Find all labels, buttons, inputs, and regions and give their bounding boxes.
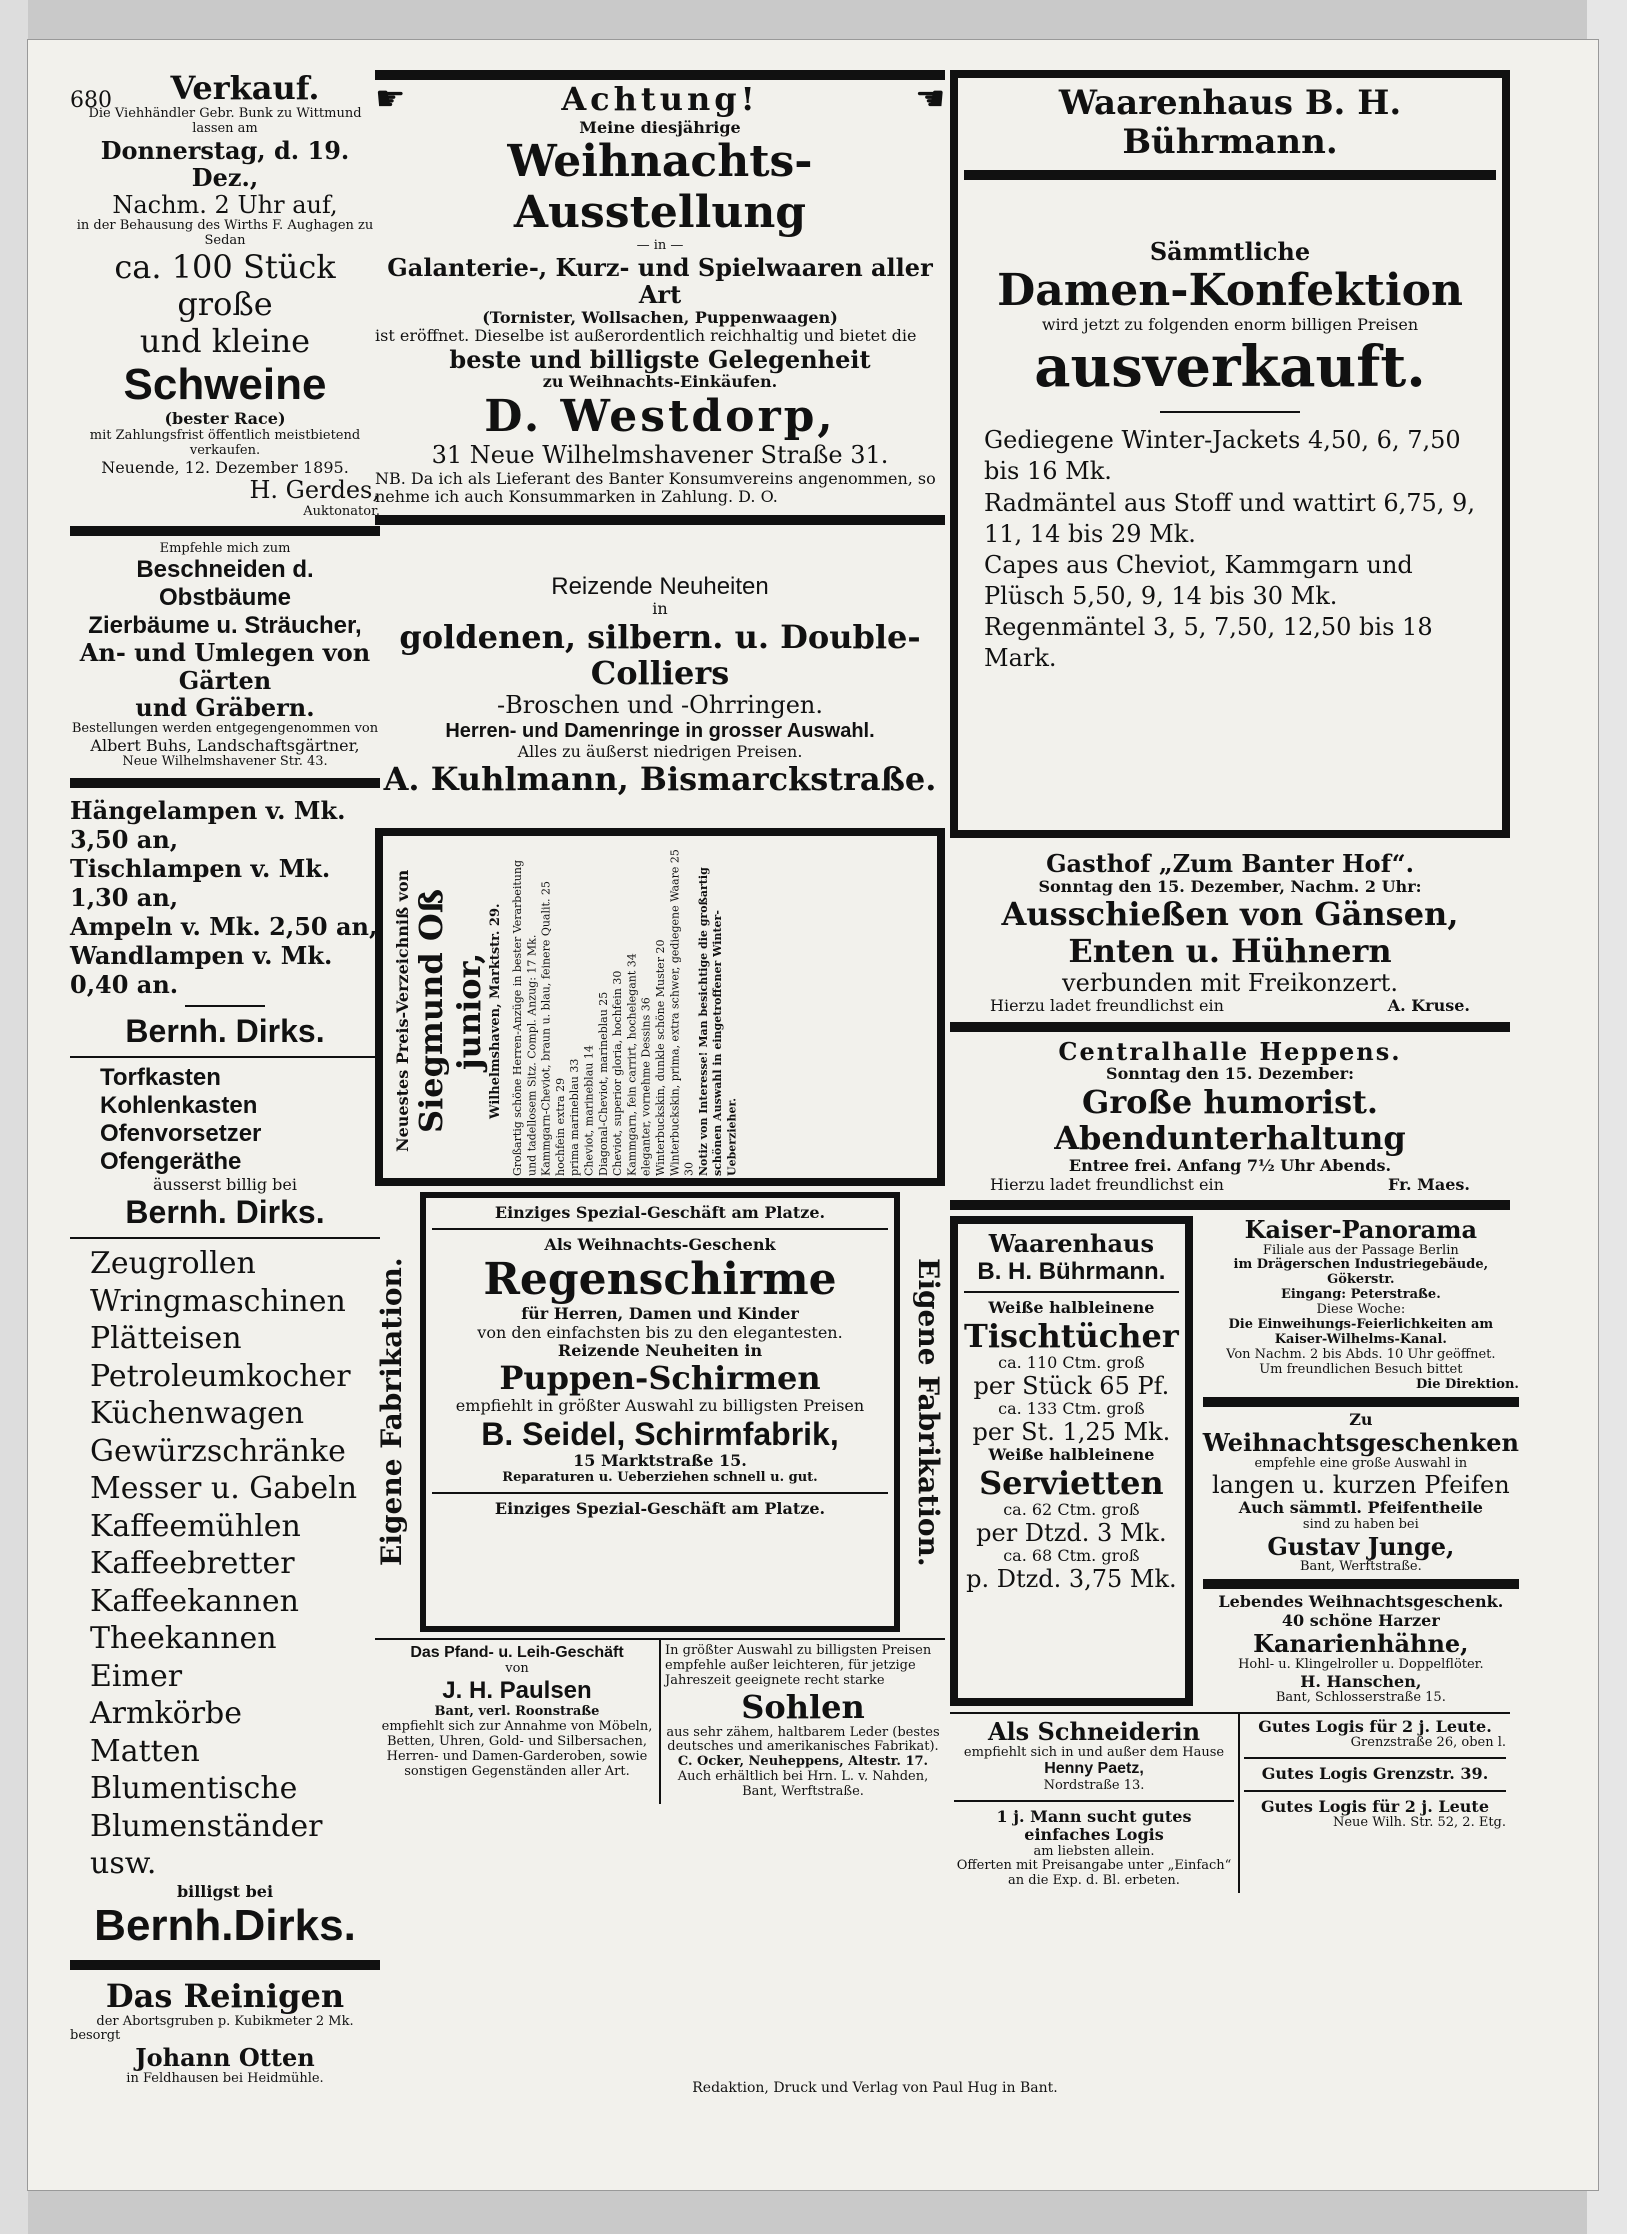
divider <box>432 1492 888 1494</box>
ad-text: im Drägerschen Industriegebäude, Gökerstr. <box>1233 1257 1489 1288</box>
list-item: Plätteisen <box>90 1321 242 1357</box>
ad-text: Bestellungen werden entgegengenommen von <box>71 721 379 736</box>
list-item: Torfkasten <box>100 1064 221 1092</box>
list-item: Zeugrollen <box>90 1246 256 1282</box>
column-1 <box>70 70 380 2087</box>
list-item: Messer u. Gabeln <box>90 1471 358 1507</box>
ad-headline: Reizende Neuheiten <box>551 572 769 600</box>
ad-text: der Abortsgruben p. Kubikmeter 2 Mk. <box>96 2013 354 2029</box>
divider <box>1203 1579 1519 1589</box>
ad-text: sind zu haben bei <box>1302 1516 1419 1532</box>
list-item: Petroleumkocher <box>90 1358 351 1394</box>
ad-headline: Ausschießen von Gänsen, Enten u. Hühnern <box>1001 894 1459 970</box>
table-row: Winterbuckskin, dunkle schöne Muster 20 <box>653 939 667 1176</box>
ad-text: goldenen, silbern. u. Double-Colliers <box>399 617 921 693</box>
ad-centralhalle <box>950 1038 1510 1194</box>
divider <box>432 1228 888 1230</box>
pointing-hand-icon: ☛ <box>375 79 406 119</box>
ad-headline: Damen-Konfektion <box>997 264 1463 316</box>
ad-text: Einziges Spezial-Geschäft am Platze. <box>494 1202 826 1222</box>
ad-headline: 1 j. Mann sucht gutes einfaches Logis <box>996 1806 1192 1845</box>
ad-name: H. Gerdes, <box>249 475 380 504</box>
table-row: eleganter, vornehme Dessins 36 <box>639 997 653 1176</box>
list-item: Ofengeräthe <box>100 1148 242 1176</box>
ad-date: Donnerstag, d. 19. Dez., <box>100 135 350 193</box>
ad-waren <box>70 1245 380 1883</box>
pricelist-rows <box>511 846 740 1176</box>
ad-text: Sonntag den 15. Dezember, Nachm. 2 Uhr: <box>1038 876 1422 896</box>
ad-text: Zierbäume u. Sträucher, <box>88 611 362 639</box>
ad-headline: langen u. kurzen Pfeifen <box>1212 1470 1510 1499</box>
ad-headline: Tischtücher <box>964 1316 1179 1355</box>
ad-headline: Puppen-Schirmen <box>499 1359 821 1398</box>
ad-name: Gustav Junge, <box>1267 1531 1455 1561</box>
ad-title: Neuestes Preis-Verzeichniß von <box>393 869 412 1153</box>
list-item: Matten <box>90 1733 200 1769</box>
ad-text: verbunden mit Freikonzert. <box>1062 968 1398 997</box>
ad-verkauf-body <box>70 107 380 520</box>
ad-headline: Große humorist. Abendunterhaltung <box>1054 1082 1406 1158</box>
ad-text: Offerten mit Preisangabe unter „Einfach“ an die Exp. d. Bl. erbeten. <box>956 1858 1232 1889</box>
ad-oss-pricelist <box>375 828 945 1186</box>
ad-headline: Kanarienhähne, <box>1253 1629 1469 1659</box>
list-item: Regenmäntel 3, 5, 7,50, 12,50 bis 18 Mark. <box>984 613 1433 673</box>
list-item: Radmäntel aus Stoff und wattirt 6,75, 9, 11, 14 bis 29 Mk. <box>984 488 1475 548</box>
list-item: Gewürzschränke <box>90 1433 346 1469</box>
ad-headline: Gutes Logis für 2 j. Leute. <box>1258 1716 1492 1736</box>
ad-text: Reizende Neuheiten in <box>557 1341 763 1361</box>
divider <box>1160 411 1300 413</box>
ad-reinigen <box>70 1978 380 2087</box>
ad-title: Waarenhaus B. H. Bührmann. <box>1058 83 1402 163</box>
divider <box>954 1800 1234 1802</box>
ad-text: zu Weihnachts-Einkäufen. <box>542 372 778 392</box>
list-item: Gediegene Winter-Jackets 4,50, 6, 7,50 bis 16 Mk. <box>984 426 1461 486</box>
column-2 <box>375 70 945 1804</box>
ad-headline: Gutes Logis für 2 j. Leute <box>1261 1796 1489 1816</box>
ad-text: ca. 68 Ctm. groß <box>1003 1546 1140 1566</box>
ad-text: Weiße halbleinene <box>988 1298 1155 1318</box>
ad-text: NB. Da ich als Lieferant des Banter Konsumvereins angenommen, so nehme ich auch Konsummarken in Zahlung. D. O. <box>375 468 936 507</box>
ad-name: Bernh. Dirks. <box>125 1013 325 1050</box>
ad-name: Bernh.Dirks. <box>94 1901 356 1951</box>
ad-headline: Das Reinigen <box>105 1976 345 2015</box>
ad-text: empfiehlt sich zur Annahme von Möbeln, Betten, Uhren, Gold- und Silbersachen, Herren- und Damen-Garderoben, sowie sonstigen Gegenständen aller Art. <box>381 1718 653 1779</box>
ad-price: per St. 1,25 Mk. <box>972 1417 1171 1446</box>
ad-text: 40 schöne Harzer <box>1281 1610 1440 1630</box>
ad-name: Siegmund Oß junior, <box>412 888 488 1133</box>
ad-achtung <box>375 80 945 507</box>
ad-text: Meine diesjährige <box>579 118 741 138</box>
footer-imprint: Redaktion, Druck und Verlag von Paul Hug in Bant. <box>692 2080 1058 2096</box>
ad-text: Auktonator. <box>303 503 380 519</box>
ad-text: Die Viehhändler Gebr. Bunk zu Wittmund lassen am <box>88 105 362 136</box>
ad-text: Herren- und Damenringe in grosser Auswahl. <box>445 719 875 742</box>
ad-address: Bant, Werftstraße. <box>1299 1559 1422 1575</box>
list-item: Kaffeekannen <box>90 1583 299 1619</box>
ad-text: Weiße halbleinene <box>988 1445 1155 1465</box>
page-number: 680 <box>70 88 112 113</box>
ad-text: Die Einweihungs-Feierlichkeiten am Kaiser-Wilhelms-Kanal. <box>1228 1317 1494 1348</box>
ad-text: (bester Race) <box>164 409 286 429</box>
ad-headline: Gutes Logis Grenzstr. 39. <box>1261 1764 1489 1784</box>
ad-address: 31 Neue Wilhelmshavener Straße 31. <box>431 441 889 470</box>
ad-buehrmann <box>950 70 1510 838</box>
scan-edge-left <box>0 0 28 2234</box>
ad-headline: Weihnachts-Ausstellung <box>507 136 813 239</box>
ad-title: Achtung! <box>561 80 759 119</box>
ad-name: H. Hanschen, <box>1300 1671 1422 1691</box>
ad-address: Grenzstraße 26, oben l. <box>1350 1735 1506 1751</box>
ad-text: ist eröffnet. Dieselbe ist außerordentlich reichhaltig und bietet die <box>375 326 917 346</box>
ad-text: ca. 62 Ctm. groß <box>1003 1500 1140 1520</box>
bottom-ads-row <box>375 1638 945 1804</box>
ad-text: Notiz von Interesse! Man besichtige die großartig schönen Auswahl in eingetroffener Winter-Ueberzieher. <box>696 867 739 1176</box>
ad-text: Alles zu äußerst niedrigen Preisen. <box>517 741 803 761</box>
divider <box>950 1022 1510 1032</box>
ad-headline: ausverkauft. <box>1034 333 1426 400</box>
ad-kaiser-panorama <box>1203 1216 1519 1393</box>
ad-text: billigst bei <box>176 1881 274 1901</box>
ad-headline: Beschneiden d. Obstbäume <box>136 556 314 612</box>
table-row: Kammgarn-Cheviot, braun u. blau, feinere Qualit. 25 <box>539 880 553 1176</box>
ad-text: Um freundlichen Besuch bittet <box>1259 1362 1463 1378</box>
ad-title: Gasthof „Zum Banter Hof“. <box>1046 849 1414 878</box>
ad-text: Empfehle mich zum <box>159 540 291 556</box>
ad-place: Neuende, 12. Dezember 1895. <box>101 457 349 477</box>
ad-address: 15 Marktstraße 15. <box>573 1451 747 1471</box>
ad-verkauf <box>110 70 380 107</box>
ad-address: Nordstraße 13. <box>1043 1777 1145 1793</box>
ad-text: mit Zahlungsfrist öffentlich meistbietend verkaufen. <box>89 427 361 458</box>
list-item: Ofenvorsetzer <box>100 1120 262 1148</box>
side-label: Eigene Fabrikation. <box>912 1257 945 1567</box>
ad-address: Wilhelmshaven, Marktstr. 29. <box>488 903 503 1119</box>
ad-logis-stack <box>1240 1714 1510 1893</box>
ad-headline: Servietten <box>979 1463 1164 1502</box>
ad-text: — in — <box>636 237 684 253</box>
ad-headline: Regenschirme <box>483 1253 837 1305</box>
ad-text: wird jetzt zu folgenden enorm billigen Preisen <box>1041 315 1419 335</box>
ad-name: Henny Paetz, <box>1044 1760 1144 1778</box>
price-list <box>964 425 1496 675</box>
ad-paulsen <box>375 1640 661 1804</box>
ad-text: Entree frei. Anfang 7½ Uhr Abends. <box>1068 1156 1392 1176</box>
bottom-row-3 <box>950 1712 1510 1893</box>
ad-text: äusserst billig bei <box>153 1175 297 1195</box>
divider <box>70 1960 380 1970</box>
ad-headline: Weihnachtsgeschenken <box>1202 1428 1519 1458</box>
ad-price: per Stück 65 Pf. <box>973 1371 1170 1400</box>
right-stack <box>1203 1216 1519 1706</box>
ad-text: empfiehlt sich in und außer dem Hause <box>963 1744 1225 1760</box>
ad-text: Waarenhaus <box>988 1228 1155 1258</box>
ad-text: Hohl- u. Klingelroller u. Doppelflöter. <box>1238 1656 1484 1672</box>
ad-address: Bant, verl. Roonstraße <box>434 1703 600 1719</box>
table-row: hochfein extra 29 <box>553 1077 567 1176</box>
ad-title: Kaiser-Panorama <box>1244 1214 1478 1244</box>
ad-text: Auch erhältlich bei Hrn. L. v. Nahden, Bant, Werftstraße. <box>677 1769 929 1800</box>
ad-text: In größter Auswahl zu billigsten Preisen empfehle außer leichteren, für jetzige Jahreszeit geeignete recht starke <box>665 1642 932 1688</box>
ad-text: Lebendes Weihnachtsgeschenk. <box>1218 1592 1504 1612</box>
ad-count: ca. 100 Stück große <box>114 248 336 324</box>
ad-title: Centralhalle Heppens. <box>1058 1036 1402 1066</box>
side-label: Eigene Fabrikation. <box>375 1257 408 1567</box>
ad-text: Filiale aus der Passage Berlin <box>1262 1242 1459 1258</box>
ad-text: aus sehr zähem, haltbarem Leder (bestes deutsches und amerikanisches Fabrikat). <box>666 1724 940 1755</box>
ad-kuhlmann <box>375 533 945 828</box>
column-3 <box>950 70 1519 1893</box>
ad-text: besorgt <box>70 2028 121 2044</box>
list-item: Küchenwagen <box>90 1396 305 1432</box>
ad-text: ca. 133 Ctm. groß <box>998 1399 1145 1419</box>
ad-tischtuecher <box>950 1216 1193 1706</box>
list-item: Kaffeebretter <box>90 1546 295 1582</box>
ad-schneiderin <box>950 1714 1240 1893</box>
ad-text: von <box>505 1661 529 1677</box>
ad-name: B. H. Bührmann. <box>977 1257 1166 1285</box>
ad-junge <box>1203 1411 1519 1575</box>
divider <box>375 515 945 525</box>
ad-text: und kleine <box>139 321 311 360</box>
ad-name: Fr. Maes. <box>1387 1174 1470 1194</box>
ad-seidel <box>420 1192 900 1632</box>
divider <box>964 1291 1179 1293</box>
ad-name: A. Kuhlmann, Bismarckstraße. <box>383 760 937 799</box>
ad-text: empfiehlt in größter Auswahl zu billigsten Preisen <box>455 1396 865 1416</box>
ad-text: Einziges Spezial-Geschäft am Platze. <box>494 1498 826 1518</box>
ad-title: Verkauf. <box>170 69 320 107</box>
table-row: Cheviot, marineblau 14 <box>582 1045 596 1176</box>
list-item: Capes aus Cheviot, Kammgarn und Plüsch 5,50, 9, 14 bis 30 Mk. <box>984 550 1413 611</box>
ad-text: für Herren, Damen und Kinder <box>521 1304 799 1324</box>
ad-text: und Gräbern. <box>135 693 315 723</box>
ad-name: A. Kruse. <box>1387 996 1470 1016</box>
list-item: Blumenständer usw. <box>90 1808 323 1882</box>
ad-text: -Broschen und -Ohrringen. <box>496 691 824 720</box>
ad-headline: Schweine <box>123 359 327 409</box>
divider <box>1203 1397 1519 1407</box>
ad-text: Galanterie-, Kurz- und Spielwaaren aller Art <box>387 252 933 310</box>
ad-text: Zu <box>1349 1409 1373 1429</box>
ad-text: Hierzu ladet freundlichst ein <box>990 996 1224 1016</box>
ad-text: Hierzu ladet freundlichst ein <box>990 1174 1224 1194</box>
list-item: Kohlenkasten <box>100 1092 258 1120</box>
pricelist-header <box>393 846 503 1176</box>
ad-text: in Feldhausen bei Heidmühle. <box>126 2071 324 2086</box>
divider <box>375 70 945 80</box>
pointing-hand-icon: ☛ <box>914 79 945 119</box>
ad-name: Bernh. Dirks. <box>125 1194 325 1231</box>
list-item: Ampeln v. Mk. 2,50 an, <box>70 912 378 942</box>
ad-text: in der Behausung des Wirths F. Aughagen zu Sedan <box>76 218 374 249</box>
ad-headline: Sohlen <box>741 1687 865 1726</box>
ad-banter-hof <box>950 850 1510 1016</box>
divider <box>70 1237 380 1239</box>
ad-text: beste und billigste Gelegenheit <box>449 344 871 374</box>
ad-text: ca. 110 Ctm. groß <box>998 1353 1145 1373</box>
divider <box>70 526 380 536</box>
ad-name: Die Direktion. <box>1415 1376 1519 1392</box>
table-row: Diagonal-Cheviot, marineblau 25 <box>596 991 610 1176</box>
list-item: Eimer <box>90 1658 183 1694</box>
ad-text: Sonntag den 15. Dezember: <box>1106 1064 1354 1084</box>
divider <box>1244 1757 1506 1759</box>
ad-lampen <box>70 796 380 999</box>
ad-text: Von Nachm. 2 bis Abds. 10 Uhr geöffnet. <box>1226 1347 1496 1363</box>
list-item: Blumentische <box>90 1771 298 1807</box>
ad-address: Bant, Schlosserstraße 15. <box>1275 1689 1446 1705</box>
ad-text: in <box>652 599 668 619</box>
list-item: Wringmaschinen <box>90 1283 346 1319</box>
ad-price: per Dtzd. 3 Mk. <box>976 1518 1167 1547</box>
divider <box>70 1056 380 1058</box>
ad-text: empfehle eine große Auswahl in <box>1254 1455 1468 1471</box>
ad-name: C. Ocker, Neuheppens, Altestr. 17. <box>677 1754 929 1770</box>
table-row: Kammgarn, fein carrirt, hochelegant 34 <box>625 953 639 1176</box>
table-row: Winterbuckskin, prima, extra schwer, gediegene Waare 25 <box>668 849 682 1176</box>
ad-text: Sämmtliche <box>1149 237 1311 267</box>
ad-kasten <box>70 1064 380 1176</box>
ad-seidel-wrapper <box>375 1192 945 1632</box>
ad-address: Neue Wilh. Str. 52, 2. Etg. <box>1332 1815 1506 1831</box>
table-row: Großartig schöne Herren-Anzüge in bester Verarbeitung und tadellosem Sitz. Compl. Anzug: 17 Mk. <box>511 859 539 1176</box>
ad-ocker <box>661 1640 945 1804</box>
divider <box>964 170 1496 180</box>
ad-kanarien <box>1203 1593 1519 1706</box>
ad-price: p. Dtzd. 3,75 Mk. <box>966 1564 1177 1593</box>
ad-name: B. Seidel, Schirmfabrik, <box>481 1415 839 1452</box>
ad-obstbaeume <box>70 542 380 771</box>
ad-text: Neue Wilhelmshavener Str. 43. <box>122 754 328 770</box>
ad-text: Diese Woche: <box>1316 1302 1406 1318</box>
list-item: Armkörbe <box>90 1696 242 1732</box>
table-row: prima marineblau 33 <box>568 1058 582 1176</box>
ad-name: Albert Buhs, Landschaftsgärtner, <box>90 735 360 755</box>
ad-text: Als Weihnachts-Geschenk <box>544 1235 776 1255</box>
ad-name: Johann Otten <box>135 2043 315 2073</box>
lower-row <box>950 1214 1519 1706</box>
ad-text: Eingang: Peterstraße. <box>1280 1287 1441 1303</box>
table-row: 30 <box>682 1161 696 1176</box>
ad-text: Reparaturen u. Ueberziehen schnell u. gut. <box>502 1469 818 1485</box>
ad-text: von den einfachsten bis zu den elegantesten. <box>477 1322 843 1342</box>
list-item: Kaffeemühlen <box>90 1508 301 1544</box>
list-item: Hängelampen v. Mk. 3,50 an, <box>70 796 346 855</box>
ad-title: Als Schneiderin <box>987 1716 1201 1746</box>
divider <box>70 778 380 788</box>
table-row: Cheviot, superior gloria, hochfein 30 <box>611 970 625 1176</box>
ad-text: am liebsten allein. <box>1033 1843 1155 1859</box>
list-item: Tischlampen v. Mk. 1,30 an, <box>70 854 331 913</box>
ad-headline: Das Pfand- u. Leih-Geschäft <box>410 1643 624 1661</box>
ad-text: Auch sämmtl. Pfeifentheile <box>1238 1498 1483 1518</box>
list-item: Theekannen <box>90 1621 277 1657</box>
divider <box>1244 1790 1506 1792</box>
list-item: Wandlampen v. Mk. 0,40 an. <box>70 941 333 1000</box>
ad-text: (Tornister, Wollsachen, Puppenwaagen) <box>482 307 838 327</box>
ad-name: D. Westdorp, <box>484 390 836 442</box>
ad-name: J. H. Paulsen <box>442 1677 592 1705</box>
ad-text: An- und Umlegen von Gärten <box>79 638 371 695</box>
divider <box>950 1200 1510 1210</box>
ad-time: Nachm. 2 Uhr auf, <box>112 190 338 219</box>
divider <box>185 1005 265 1007</box>
